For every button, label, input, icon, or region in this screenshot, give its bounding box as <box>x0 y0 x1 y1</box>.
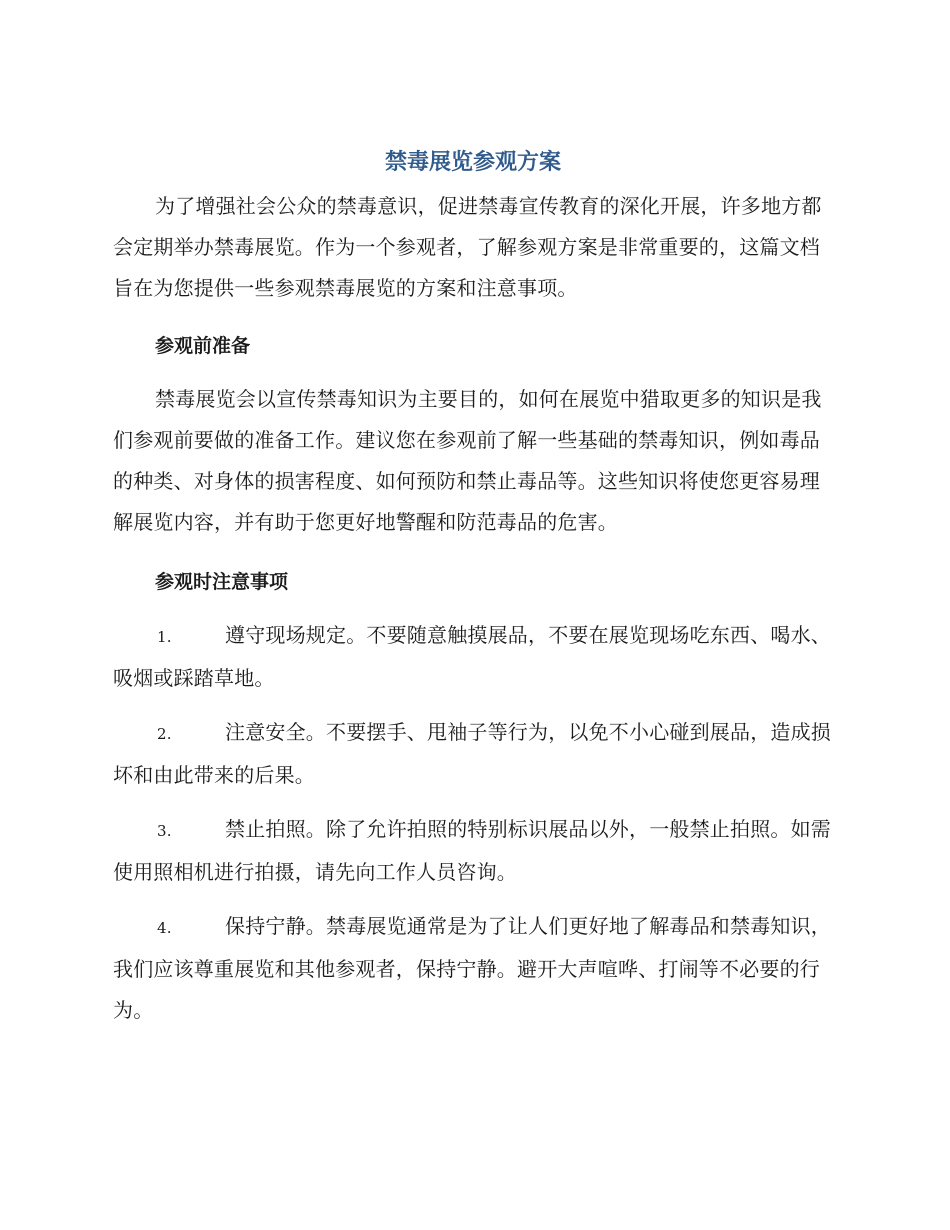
list-item <box>113 712 833 796</box>
list-item-text: 注意安全。不要摆手、甩袖子等行为，以免不小心碰到展品，造成损坏和由此带来的后果。 <box>113 720 831 787</box>
list-item-number: 1. <box>157 628 172 646</box>
section-heading-preparation: 参观前准备 <box>155 335 251 357</box>
list-item <box>113 809 833 893</box>
list-item-number: 2. <box>157 725 172 743</box>
document-title: 禁毒展览参观方案 <box>384 150 561 175</box>
list-item-text: 保持宁静。禁毒展览通常是为了让人们更好地了解毒品和禁毒知识，我们应该尊重展览和其他参观者，保持宁静。避开大声喧哗、打闹等不必要的行为。 <box>113 914 831 1022</box>
list-item-number: 3. <box>157 822 172 840</box>
intro-paragraph: 为了增强社会公众的禁毒意识，促进禁毒宣传教育的深化开展，许多地方都会定期举办禁毒展览。作为一个参观者，了解参观方案是非常重要的，这篇文档旨在为您提供一些参观禁毒展览的方案和注意事项。 <box>113 194 822 300</box>
preparation-paragraph: 禁毒展览会以宣传禁毒知识为主要目的，如何在展览中猎取更多的知识是我们参观前要做的准备工作。建议您在参观前了解一些基础的禁毒知识，例如毒品的种类、对身体的损害程度、如何预防和禁止毒品等。这些知识将使您更容易理解展览内容，并有助于您更好地警醒和防范毒品的危害。 <box>113 387 822 534</box>
list-item-text: 遵守现场规定。不要随意触摸展品，不要在展览现场吃东西、喝水、吸烟或踩踏草地。 <box>113 623 831 690</box>
list-item <box>113 615 833 699</box>
list-item-text: 禁止拍照。除了允许拍照的特别标识展品以外，一般禁止拍照。如需使用照相机进行拍摄，请先向工作人员咨询。 <box>113 817 831 884</box>
list-item <box>113 906 833 1031</box>
list-item-number: 4. <box>157 919 172 937</box>
section-heading-notes: 参观时注意事项 <box>155 571 289 593</box>
